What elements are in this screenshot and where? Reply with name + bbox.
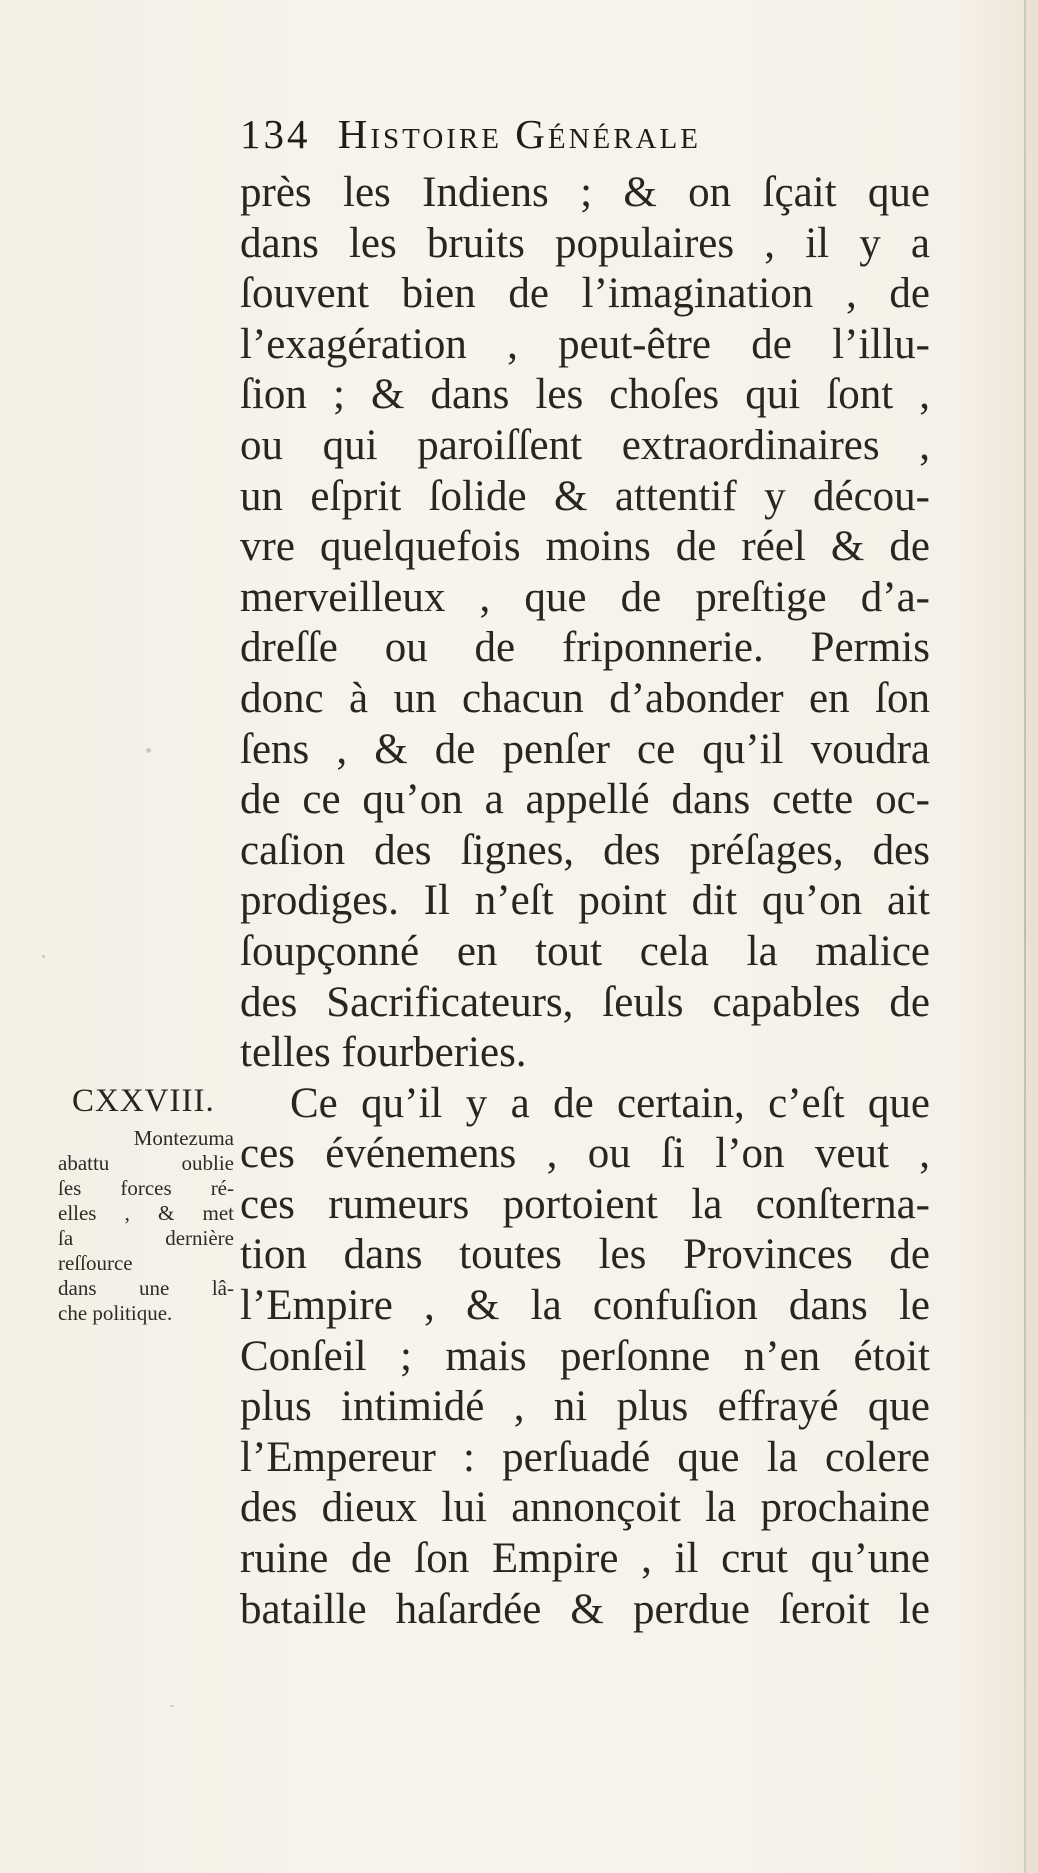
text-line: dreſſe ou de friponnerie. Permis xyxy=(240,624,930,672)
text-line: telles fourberies. xyxy=(240,1029,527,1077)
text-line: dans les bruits populaires , il y a xyxy=(240,219,930,267)
text-line: Conſeil ; mais perſonne n’en étoit xyxy=(240,1332,930,1380)
text-line: ces rumeurs portoient la conſterna- xyxy=(240,1180,930,1228)
text-line: plus intimidé , ni plus effrayé que xyxy=(240,1383,930,1431)
text-line: l’Empereur : perſuadé que la colere xyxy=(240,1433,930,1481)
text-line: l’exagération , peut-être de l’illu- xyxy=(240,320,930,368)
text-line: ces événemens , ou ſi l’on veut , xyxy=(240,1130,930,1178)
text-line: ſouvent bien de l’imagination , de xyxy=(240,270,930,318)
text-line: ſens , & de penſer ce qu’il voudra xyxy=(240,725,930,773)
margin-note-line: elles , & met xyxy=(58,1201,234,1225)
page-edge-line xyxy=(1024,0,1026,1873)
page-number: 134 xyxy=(240,111,311,157)
text-line: ou qui paroiſſent extraordinaires , xyxy=(240,421,930,469)
text-line: bataille haſardée & perdue ſeroit le xyxy=(240,1585,930,1633)
text-line: merveilleux , que de preſtige d’a- xyxy=(240,573,930,621)
text-line: tion dans toutes les Provinces de xyxy=(240,1231,930,1279)
margin-note-line: Montezuma xyxy=(133,1126,234,1150)
margin-note xyxy=(58,1126,234,1326)
text-line: donc à un chacun d’abonder en ſon xyxy=(240,674,930,722)
text-line: l’Empire , & la confuſion dans le xyxy=(240,1282,930,1330)
text-line: vre quelquefois moins de réel & de xyxy=(240,523,930,571)
paper-spot xyxy=(146,748,151,753)
text-line: des dieux lui annonçoit la prochaine xyxy=(240,1484,930,1532)
margin-note-line: dans une lâ- xyxy=(58,1276,234,1300)
text-line: ruine de ſon Empire , il crut qu’une xyxy=(240,1535,930,1583)
margin-note-line: ſa dernière xyxy=(58,1226,234,1250)
text-line: près les Indiens ; & on ſçait que xyxy=(240,169,930,216)
margin-note-line: reſſource xyxy=(58,1251,133,1275)
text-line: ſion ; & dans les choſes qui ſont , xyxy=(240,371,930,419)
text-line: caſion des ſignes, des préſages, des xyxy=(240,826,930,874)
body-text xyxy=(240,168,930,1635)
text-line: ſoupçonné en tout cela la malice xyxy=(240,927,930,975)
margin-note-line: che politique. xyxy=(58,1301,173,1325)
text-line: de ce qu’on a appellé dans cette oc- xyxy=(240,776,930,824)
text-line: des Sacrificateurs, ſeuls capables de xyxy=(240,978,930,1026)
paragraph-first-line: Ce qu’il y a de certain, c’eſt que xyxy=(290,1079,930,1127)
margin-note-line: abattu oublie xyxy=(58,1151,234,1175)
text-line: prodiges. Il n’eſt point dit qu’on ait xyxy=(240,877,930,925)
text-line: un eſprit ſolide & attentif y décou- xyxy=(240,472,930,520)
paper-spot xyxy=(170,1705,174,1707)
page-edge xyxy=(1026,0,1038,1873)
running-title: Histoire Générale xyxy=(337,111,701,157)
running-head xyxy=(240,110,920,170)
section-number: CXXVIII. xyxy=(72,1083,215,1119)
margin-note-line: ſes forces ré- xyxy=(58,1176,234,1200)
paper-spot xyxy=(42,955,45,958)
